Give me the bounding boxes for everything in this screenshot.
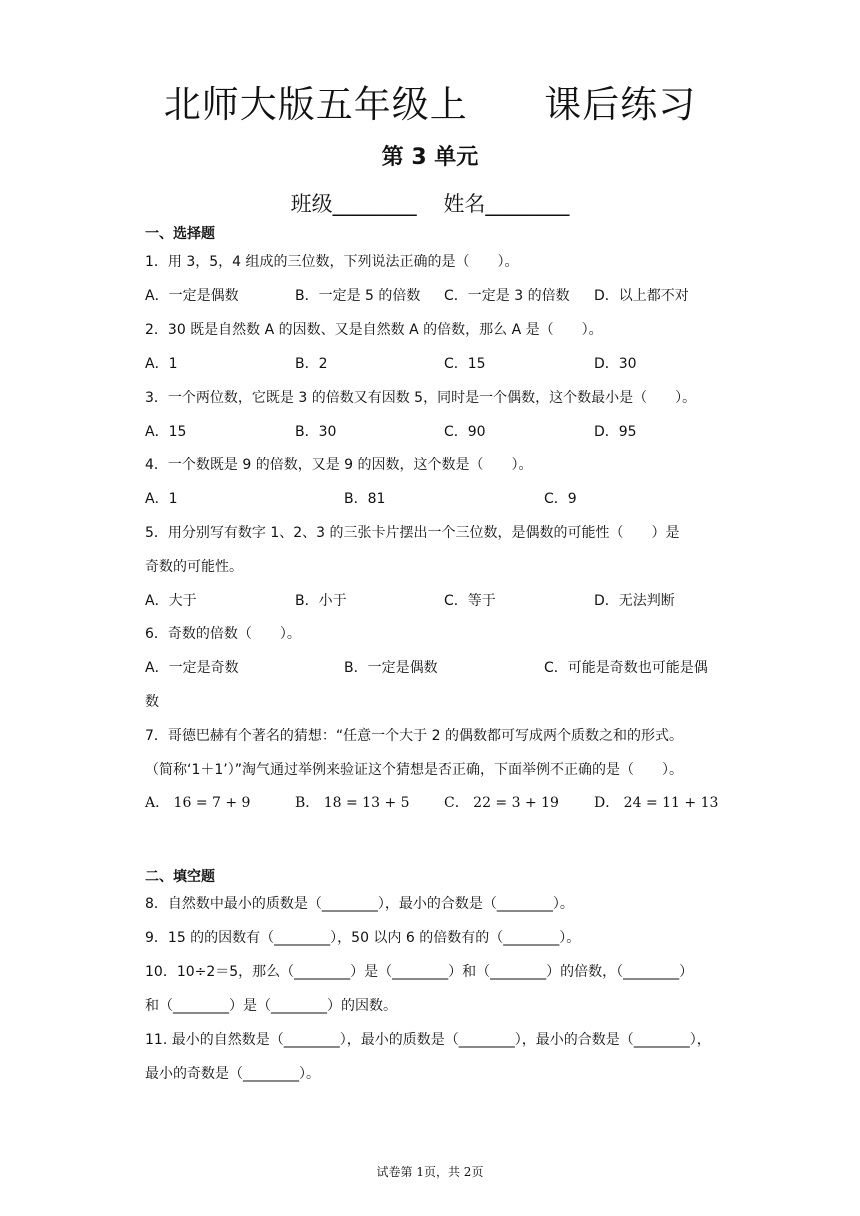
- page-title: 北师大版五年级上 课后练习: [163, 83, 697, 126]
- q6-option-a: A．一定是奇数: [145, 660, 239, 676]
- question-10-line2: 和（________）是（________）的因数。: [145, 998, 397, 1014]
- question-9: 9．15 的的因数有（________），50 以内 6 的倍数有的（________）。: [145, 930, 581, 946]
- section-heading-fill: 二、填空题: [145, 869, 215, 885]
- q7-option-a: A． 16 = 7 + 9: [145, 795, 251, 811]
- question-11-line1: 11. 最小的自然数是（________），最小的质数是（________），最小的合数是（________），: [145, 1032, 711, 1048]
- class-name-line: 班级________ 姓名________: [290, 192, 570, 216]
- q3-option-b: B．30: [295, 424, 337, 440]
- q2-option-d: D．30: [594, 356, 637, 372]
- question-4: 4．一个数既是 9 的倍数，又是 9 的因数，这个数是（ ）。: [145, 457, 533, 473]
- question-1: 1．用 3，5，4 组成的三位数，下列说法正确的是（ ）。: [145, 254, 519, 270]
- question-5-line1: 5．用分别写有数字 1、2、3 的三张卡片摆出一个三位数，是偶数的可能性（ ）是: [145, 525, 680, 541]
- question-7-line2: （简称‘1＋1’）”淘气通过举例来验证这个猜想是否正确，下面举例不正确的是（ ）。: [145, 762, 683, 778]
- q5-option-b: B．小于: [295, 593, 347, 609]
- q4-option-c: C．9: [544, 491, 577, 507]
- section-heading-choice: 一、选择题: [145, 226, 215, 242]
- q5-option-c: C．等于: [444, 593, 496, 609]
- q4-option-a: A．1: [145, 491, 178, 507]
- q6-option-c-wrap: 数: [145, 694, 159, 710]
- q2-option-b: B．2: [295, 356, 328, 372]
- q3-option-a: A．15: [145, 424, 187, 440]
- q6-option-c: C．可能是奇数也可能是偶: [544, 660, 708, 676]
- q1-option-d: D．以上都不对: [594, 288, 689, 304]
- question-7-line1: 7．哥德巴赫有个著名的猜想：“任意一个大于 2 的偶数都可写成两个质数之和的形式。: [145, 728, 683, 744]
- question-2: 2．30 既是自然数 A 的因数、又是自然数 A 的倍数，那么 A 是（ ）。: [145, 322, 603, 338]
- q6-option-b: B．一定是偶数: [344, 660, 438, 676]
- q5-option-d: D．无法判断: [594, 593, 675, 609]
- q4-option-b: B．81: [344, 491, 386, 507]
- page-footer: 试卷第 1页，共 2页: [376, 1165, 484, 1179]
- q5-option-a: A．大于: [145, 593, 197, 609]
- q1-option-b: B．一定是 5 的倍数: [295, 288, 421, 304]
- q7-option-b: B． 18 = 13 + 5: [295, 795, 410, 811]
- unit-subtitle: 第 3 单元: [381, 145, 479, 170]
- question-11-line2: 最小的奇数是（________）。: [145, 1066, 320, 1082]
- q2-option-c: C．15: [444, 356, 486, 372]
- q1-option-c: C．一定是 3 的倍数: [444, 288, 570, 304]
- q7-option-c: C． 22 = 3 + 19: [444, 795, 559, 811]
- q3-option-d: D．95: [594, 424, 637, 440]
- q1-option-a: A．一定是偶数: [145, 288, 239, 304]
- question-6: 6．奇数的倍数（ ）。: [145, 626, 301, 642]
- q7-option-d: D． 24 = 11 + 13: [594, 795, 719, 811]
- question-3: 3．一个两位数，它既是 3 的倍数又有因数 5，同时是一个偶数，这个数最小是（ ）。: [145, 390, 697, 406]
- question-5-line2: 奇数的可能性。: [145, 559, 243, 575]
- q2-option-a: A．1: [145, 356, 178, 372]
- question-8: 8．自然数中最小的质数是（________），最小的合数是（________）。: [145, 896, 574, 912]
- question-10-line1: 10．10÷2＝5，那么（________）是（________）和（________）的倍数，（________）: [145, 964, 694, 980]
- q3-option-c: C．90: [444, 424, 486, 440]
